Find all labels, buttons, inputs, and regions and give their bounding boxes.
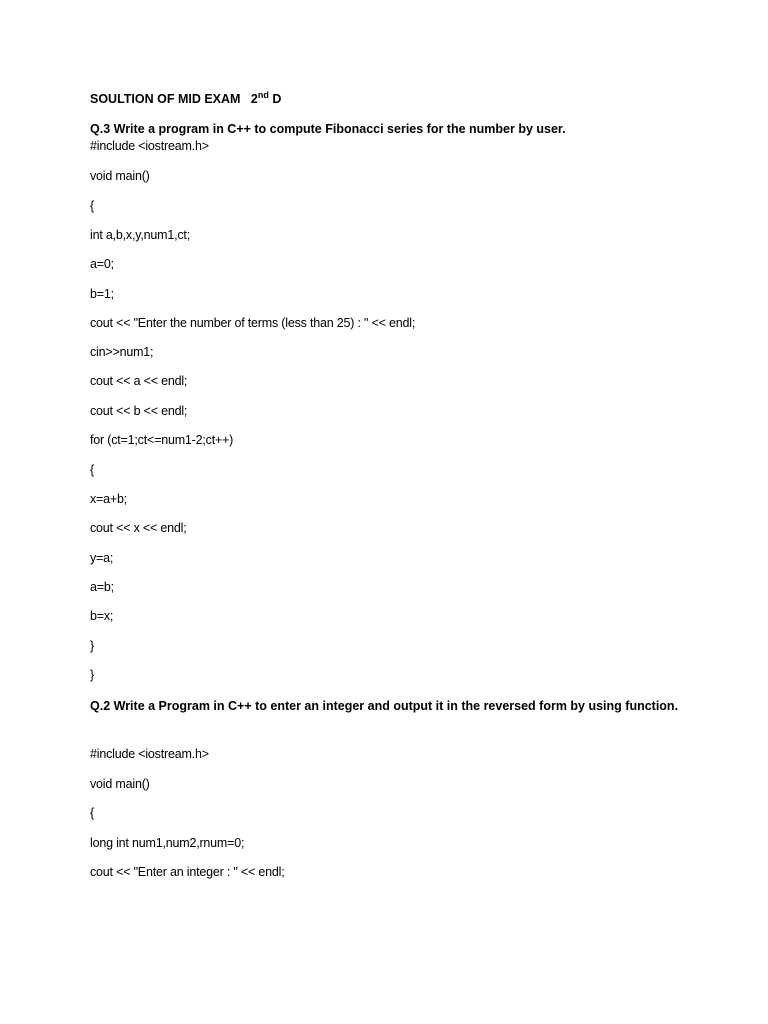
q3-heading: Q.3 Write a program in C++ to compute Fibonacci series for the number by user. <box>90 122 566 136</box>
q3-code-line: } <box>90 639 94 653</box>
q3-code-line: b=1; <box>90 287 114 301</box>
q3-code-line: int a,b,x,y,num1,ct; <box>90 228 190 242</box>
q3-code-line: b=x; <box>90 609 114 623</box>
q3-code-line: cout << "Enter the number of terms (less than 25) : " << endl; <box>90 316 416 330</box>
q3-code-line: cout << a << endl; <box>90 374 188 388</box>
q3-code-line: x=a+b; <box>90 492 128 506</box>
q3-code-line: void main() <box>90 169 150 183</box>
q3-code-line: } <box>90 668 94 682</box>
q3-code-line: #include <iostream.h> <box>90 139 209 153</box>
q3-code-line: { <box>90 463 94 477</box>
q3-code-line: y=a; <box>90 551 114 565</box>
q3-code-line: a=b; <box>90 580 114 594</box>
q2-code-line: void main() <box>90 777 150 791</box>
document-title <box>90 91 281 107</box>
q3-code-line: { <box>90 199 94 213</box>
q3-code-line: cin>>num1; <box>90 345 154 359</box>
q3-code-line: cout << x << endl; <box>90 521 187 535</box>
title-superscript: nd <box>257 90 269 100</box>
title-main: SOULTION OF MID EXAM 2 <box>90 92 258 106</box>
q3-code-line: a=0; <box>90 257 114 271</box>
q2-code-line: { <box>90 806 94 820</box>
q2-code-line: #include <iostream.h> <box>90 747 209 761</box>
q2-code-line: long int num1,num2,rnum=0; <box>90 836 245 850</box>
q3-code-line: cout << b << endl; <box>90 404 188 418</box>
q3-code-line: for (ct=1;ct<=num1-2;ct++) <box>90 433 234 447</box>
q2-heading: Q.2 Write a Program in C++ to enter an integer and output it in the reversed form by using function. <box>90 699 679 713</box>
q2-code-line: cout << "Enter an integer : " << endl; <box>90 865 285 879</box>
title-suffix: D <box>268 92 282 106</box>
